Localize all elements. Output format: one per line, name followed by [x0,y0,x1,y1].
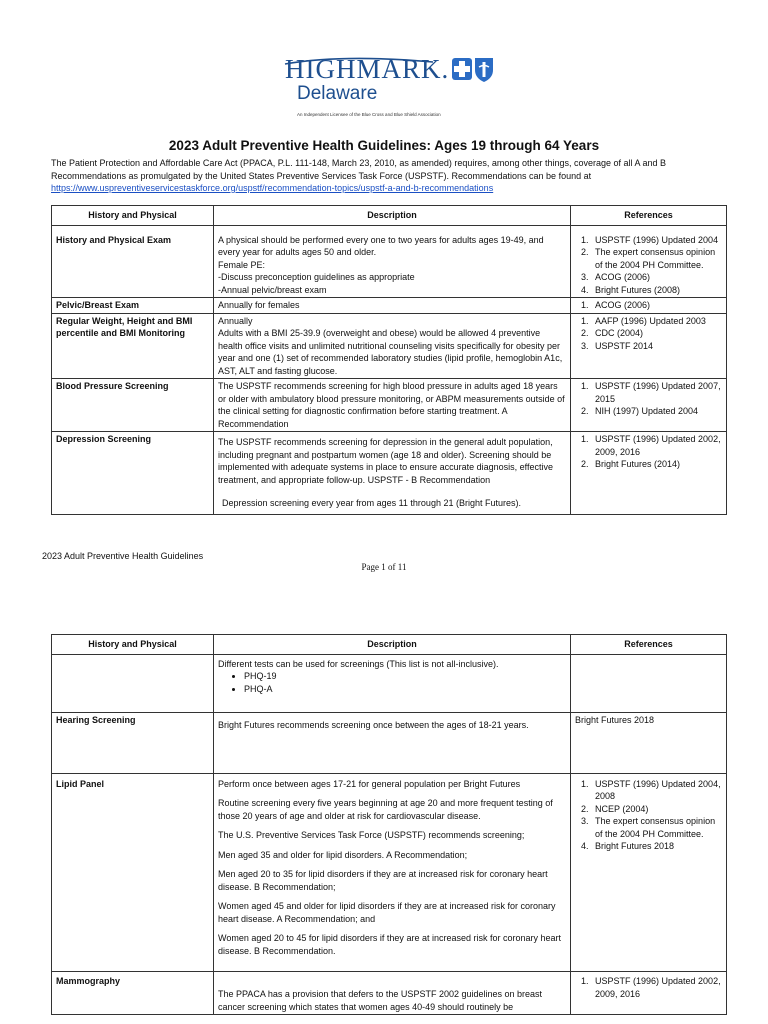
row-description [214,225,571,298]
reference-item: 1. AAFP (1996) Updated 2003 [591,315,722,328]
row-name: Hearing Screening [52,712,214,773]
table-row [52,298,727,314]
row-references: Bright Futures 2018 [571,712,727,773]
table-row [52,654,727,712]
reference-item: 2. The expert consensus opinion of the 2004 PH Committee. [591,246,722,271]
table-row [52,712,727,773]
reference-item: 2. CDC (2004) [591,327,722,340]
logo-brand: HIGHMARK. [285,54,450,84]
desc-line: The USPSTF recommends screening for depression in the general adult population, including pregnant and postpartum women (age 18 and older). Screening should be implemented with adequate systems in place to ensure accurate diagnosis, effective treatment, and appropriate follow-up. USPSTF - B Recommendation [218,437,554,485]
reference-item: 1. USPSTF (1996) Updated 2004 [591,234,722,247]
header-references: References [571,635,727,655]
guidelines-table-page1 [51,205,727,515]
row-description [214,298,571,314]
cross-shield-icon [451,57,495,83]
desc-line: Routine screening every five years beginning at age 20 and more frequent testing of those 20 years of age and older at risk for cardiovascular disease. [218,798,553,821]
row-description [214,773,571,972]
reference-item: 2. NCEP (2004) [591,803,722,816]
row-name: Mammography [52,972,214,1015]
desc-line: Adults with a BMI 25-39.9 (overweight and obese) would be allowed 4 preventive health office visits and unlimited nutritional counseling visits specifically for obesity per year and one (1) set of recommended laboratory studies (lipid profile, hemoglobin A1c, AST, ALT and fasting glucose. [218,328,563,376]
row-description [214,313,571,379]
row-name: Depression Screening [52,432,214,515]
header-references: References [571,206,727,226]
desc-line: Bright Futures recommends screening once between the ages of 18-21 years. [218,719,529,730]
header-history: History and Physical [52,635,214,655]
desc-line: Perform once between ages 17-21 for general population per Bright Futures [218,778,521,789]
row-references [571,654,727,712]
reference-item: 3. ACOG (2006) [591,271,722,284]
row-references [571,972,727,1015]
row-description [214,379,571,432]
intro-text: The Patient Protection and Affordable Care Act (PPACA, P.L. 111-148, March 23, 2010, as amended) requires, among other things, coverage of all A and B Recommendations as promulgated by the United States Preventive Services Task Force (USPSTF). Recommendations can be found at [51,158,667,181]
row-description [214,712,571,773]
desc-line: The PPACA has a provision that defers to the USPSTF 2002 guidelines on breast cancer screening which states that women ages 40-49 should routinely be [218,989,543,1012]
reference-item: 4. Bright Futures 2018 [591,840,722,853]
table-header-row [52,635,727,655]
row-description [214,432,571,515]
desc-line: Different tests can be used for screenings (This list is not all-inclusive). [218,658,499,669]
desc-line: A physical should be performed every one to two years for adults ages 19-49, and every year for adults ages 50 and older. [218,234,544,257]
reference-item: 1. USPSTF (1996) Updated 2002, 2009, 2016 [591,433,722,458]
row-name [52,654,214,712]
row-references [571,432,727,515]
row-references [571,225,727,298]
header-description: Description [214,206,571,226]
test-item: • PHQ-A [244,683,566,696]
row-name: Regular Weight, Height and BMI percentile and BMI Monitoring [52,313,214,379]
page-number: Page 1 of 11 [361,562,407,572]
table-row [52,432,727,515]
table-row [52,313,727,379]
reference-item: 1. ACOG (2006) [591,299,722,312]
header-description: Description [214,635,571,655]
reference-item: 2. Bright Futures (2014) [591,458,722,471]
logo-region: Delaware [297,83,378,104]
row-name: Blood Pressure Screening [52,379,214,432]
desc-line: The U.S. Preventive Services Task Force (USPSTF) recommends screening; [218,830,525,840]
table-row [52,379,727,432]
desc-line: Annually for females [218,300,300,310]
row-references [571,298,727,314]
row-references [571,379,727,432]
desc-line: Men aged 35 and older for lipid disorders. A Recommendation; [218,849,468,860]
row-description [214,654,571,712]
reference-item: 1. USPSTF (1996) Updated 2002, 2009, 2016 [591,975,722,1000]
row-description [214,972,571,1015]
reference-item: 3. USPSTF 2014 [591,340,722,353]
desc-line: Female PE: [218,259,266,270]
desc-line: -Annual pelvic/breast exam [218,284,327,295]
desc-line: Annually [218,315,253,326]
table-header-row [52,206,727,226]
table-row [52,225,727,298]
reference-item: 1. USPSTF (1996) Updated 2007, 2015 [591,380,722,405]
uspstf-link[interactable]: https://www.uspreventiveservicestaskforce.org/uspstf/recommendation-topics/uspstf-a-and-b-recommendations [51,183,494,193]
test-item: • PHQ-19 [244,670,566,683]
guidelines-table-page2 [51,634,727,1015]
row-name: Lipid Panel [52,773,214,972]
footer-doc-name: 2023 Adult Preventive Health Guidelines [42,551,204,561]
header-history: History and Physical [52,206,214,226]
desc-line: Depression screening every year from ages 11 through 21 (Bright Futures). [222,498,521,508]
table-row [52,972,727,1015]
row-name: History and Physical Exam [52,225,214,298]
row-references [571,313,727,379]
row-name: Pelvic/Breast Exam [52,298,214,314]
logo-tagline: An Independent Licensee of the Blue Cross and Blue Shield Association [297,112,441,117]
reference-item: 3. The expert consensus opinion of the 2004 PH Committee. [591,815,722,840]
intro-paragraph [51,157,731,195]
desc-line: -Discuss preconception guidelines as appropriate [218,272,415,282]
desc-line: The USPSTF recommends screening for high blood pressure in adults aged 18 years or older with ambulatory blood pressure monitoring, or ABPM measurements outside of the clinical setting for diagnostic confirmation before starting treatment. A Recommendation [218,381,565,429]
reference-item: 2. NIH (1997) Updated 2004 [591,405,722,418]
reference-item: 4. Bright Futures (2008) [591,284,722,297]
document-title: 2023 Adult Preventive Health Guidelines: Ages 19 through 64 Years [168,138,600,153]
table-row [52,773,727,972]
reference-item: 1. USPSTF (1996) Updated 2004, 2008 [591,778,722,803]
desc-line: Men aged 20 to 35 for lipid disorders if they are at increased risk for coronary heart disease. B Recommendation; [218,869,548,892]
desc-line: Women aged 45 and older for lipid disorders if they are at increased risk for coronary heart disease. A Recommendation; and [218,901,556,924]
row-references [571,773,727,972]
desc-line: Women aged 20 to 45 for lipid disorders if they are at increased risk for coronary heart disease. B Recommendation. [218,933,562,956]
highmark-logo [283,54,498,124]
